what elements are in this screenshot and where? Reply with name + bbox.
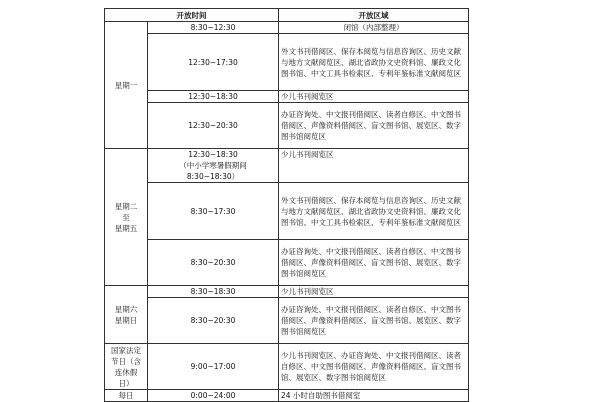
time-cell: 12:30~18:30 （中小学寒暑假期间 8:30~18:30） [148, 149, 279, 183]
area-cell: 少儿书刊阅览区 [279, 91, 469, 103]
table-row [105, 286, 469, 298]
day-daily: 每日 [105, 390, 148, 402]
area-cell: 办证咨询处、中文报刊借阅区、读者自修区、中文图书借阅区、声像资料借阅区、盲文图书馆、展览区、数字图书馆阅览区 [279, 103, 469, 149]
table-row [105, 298, 469, 344]
area-cell: 少儿书刊阅览区 [279, 286, 469, 298]
table-row [105, 344, 469, 390]
area-cell: 少儿书刊阅览区、办证咨询处、中文报刊借阅区、读者自修区、中文图书借阅区、声像资料借阅区、盲文图书馆、展览区、数字图书馆阅览区 [279, 344, 469, 390]
table-row [105, 103, 469, 149]
time-cell: 12:30~17:30 [148, 34, 279, 91]
table-row [105, 22, 469, 34]
table-row [105, 91, 469, 103]
header-open-area: 开放区域 [279, 9, 469, 22]
area-cell: 办证咨询处、中文报刊借阅区、读者自修区、中文图书借阅区、声像资料借阅区、盲文图书馆、展览区、数字图书馆阅览区 [279, 240, 469, 286]
day-holiday: 国家法定 节日（含 连休假 日） [105, 344, 148, 390]
time-cell: 8:30~18:30 [148, 286, 279, 298]
time-cell: 0:00~24:00 [148, 390, 279, 402]
day-tue-fri: 星期二 至 星期五 [105, 149, 148, 286]
area-cell: 外文书刊借阅区、保存本阅览与信息咨询区、历史文献与地方文献阅览区、湖北省政协文史资料馆、廉政文化图书馆、中文工具书检索区、专利年鉴标准文献阅览区 [279, 183, 469, 240]
time-cell: 8:30~20:30 [148, 240, 279, 286]
area-cell: 闭馆（内部整理） [279, 22, 469, 34]
area-cell: 少儿书刊阅览区 [279, 149, 469, 183]
time-cell: 8:30~20:30 [148, 298, 279, 344]
area-cell: 24 小时自助图书借阅室 [279, 390, 469, 402]
time-cell: 12:30~20:30 [148, 103, 279, 149]
time-cell: 9:00~17:00 [148, 344, 279, 390]
table-row [105, 34, 469, 91]
table-row [105, 240, 469, 286]
day-monday: 星期一 [105, 22, 148, 149]
opening-hours-table [104, 8, 469, 402]
header-row [105, 9, 469, 22]
time-cell: 8:30~17:30 [148, 183, 279, 240]
area-cell: 外文书刊借阅区、保存本阅览与信息咨询区、历史文献与地方文献阅览区、湖北省政协文史资料馆、廉政文化图书馆、中文工具书检索区、专利年鉴标准文献阅览区 [279, 34, 469, 91]
table-row [105, 149, 469, 183]
area-cell: 办证咨询处、中文报刊借阅区、读者自修区、中文图书借阅区、声像资料借阅区、盲文图书馆、展览区、数字图书馆阅览区 [279, 298, 469, 344]
time-cell: 8:30~12:30 [148, 22, 279, 34]
header-open-time: 开放时间 [105, 9, 279, 22]
day-weekend: 星期六 星期日 [105, 286, 148, 344]
time-cell: 12:30~18:30 [148, 91, 279, 103]
table-row [105, 183, 469, 240]
